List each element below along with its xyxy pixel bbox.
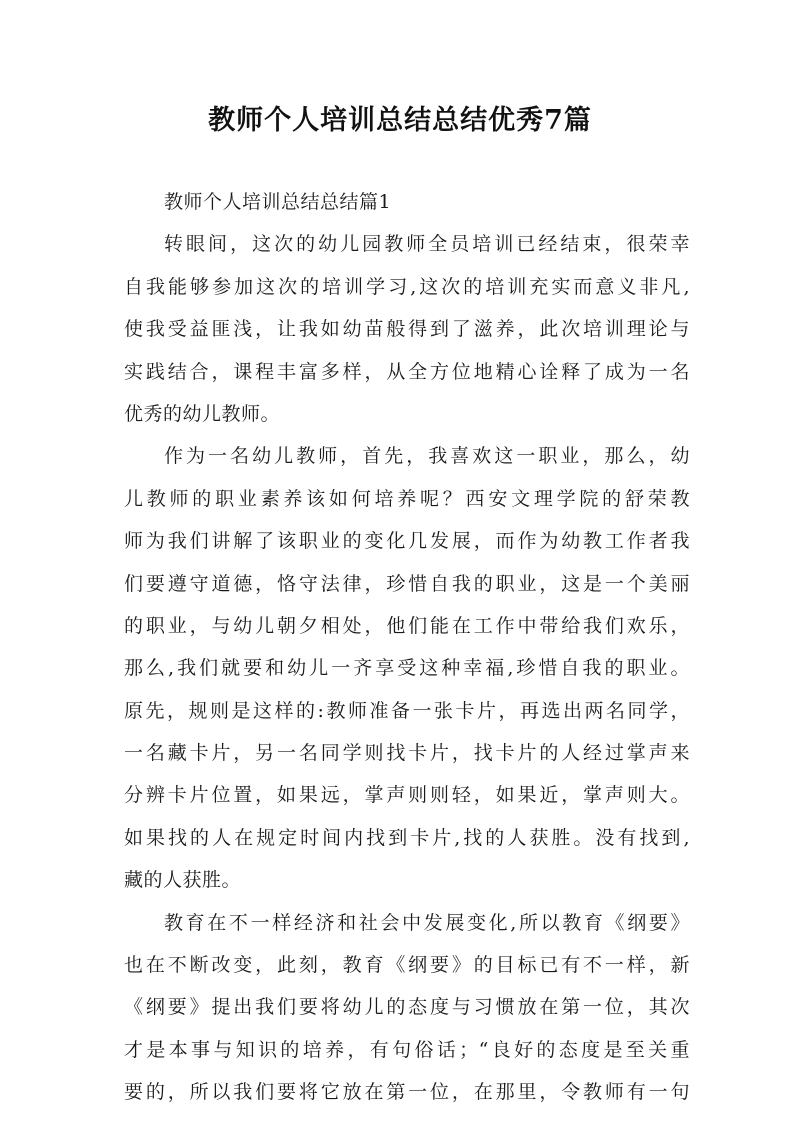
paragraph-line: 实践结合，课程丰富多样，从全方位地精心诠释了成为一名 [124, 360, 690, 383]
paragraph-line: 自我能够参加这次的培训学习,这次的培训充实而意义非凡, [124, 275, 690, 298]
paragraph-line: 如果找的人在规定时间内找到卡片,找的人获胜。没有找到, [124, 826, 690, 849]
paragraph-line: 分辨卡片位置，如果远，掌声则则轻，如果近，掌声则大。 [124, 784, 690, 807]
document-body [124, 181, 690, 1114]
paragraph-line: 转眼间，这次的幼儿园教师全员培训已经结束，很荣幸 [164, 233, 690, 256]
paragraph-line: 藏的人获胜。 [124, 869, 242, 892]
paragraph-line: 原先，规则是这样的:教师准备一张卡片，再选出两名同学， [124, 699, 690, 722]
paragraph-line: 作为一名幼儿教师，首先，我喜欢这一职业，那么，幼 [164, 445, 690, 468]
paragraph-line: 们要遵守道德，恪守法律，珍惜自我的职业，这是一个美丽 [124, 572, 690, 595]
paragraph-line: 《纲要》提出我们要将幼儿的态度与习惯放在第一位，其次 [124, 996, 690, 1019]
section-heading: 教师个人培训总结总结篇1 [164, 191, 392, 213]
paragraph-line: 才是本事与知识的培养，有句俗话；“良好的态度是至关重 [124, 1038, 690, 1061]
paragraph-line: 使我受益匪浅，让我如幼苗般得到了滋养，此次培训理论与 [124, 318, 690, 341]
paragraph-line: 也在不断改变，此刻，教育《纲要》的目标已有不一样，新 [124, 954, 690, 977]
paragraph-line: 要的，所以我们要将它放在第一位，在那里，令教师有一句 [124, 1081, 690, 1104]
paragraph-line: 优秀的幼儿教师。 [124, 402, 281, 425]
paragraph-line: 那么,我们就要和幼儿一齐享受这种幸福,珍惜自我的职业。 [124, 657, 690, 680]
paragraph-line: 师为我们讲解了该职业的变化几发展，而作为幼教工作者我 [124, 530, 690, 553]
document-title: 教师个人培训总结总结优秀7篇 [208, 105, 592, 136]
paragraph-line: 的职业，与幼儿朝夕相处，他们能在工作中带给我们欢乐， [124, 614, 690, 637]
paragraph-line: 教育在不一样经济和社会中发展变化,所以教育《纲要》 [164, 911, 690, 934]
paragraph-line: 一名藏卡片，另一名同学则找卡片，找卡片的人经过掌声来 [124, 742, 690, 765]
paragraph-line: 儿教师的职业素养该如何培养呢？西安文理学院的舒荣教 [124, 487, 690, 510]
